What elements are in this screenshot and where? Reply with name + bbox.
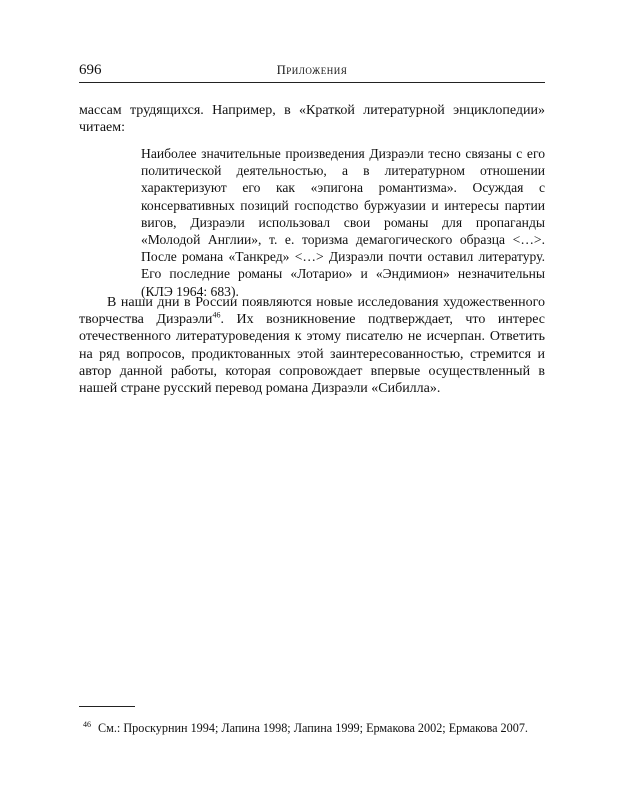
- paragraph-text-after-note: . Их возникновение подтверждает, что интерес отечественного литературоведения к этому писателю не исчерпан. Ответить на ряд вопросов, продиктованных этой заинтересованностью, стремится и автор данной работы, которая сопровождает впервые осуществленный в нашей стране русский перевод романа Дизраэли «Сибилла».: [79, 312, 545, 397]
- paragraph-text-before-note: В наши дни в России появляются новые исследования художественного творчества Дизраэли: [79, 295, 545, 328]
- body-paragraph-intro: массам трудящихся. Например, в «Краткой литературной энциклопедии» читаем:: [79, 103, 545, 136]
- page-header: [79, 60, 545, 83]
- body-paragraph-main: [79, 294, 545, 397]
- page-number: 696: [79, 62, 102, 78]
- block-quotation: Наиболее значительные произведения Дизраэли тесно связаны с его политической деятельностью, а в литературном отношении характеризуют его как «эпигона романтизма». Осуждая с консервативных позиций господство буржуазии и интересы партии вигов, Дизраэли использовал свои романы для пропаганды «Молодой Англии», т. е. торизма демагогического образца <…>. После романа «Танкред» <…> Дизраэли почти оставил литературу. Его последние романы «Лотарио» и «Эндимион» незначительны (КЛЭ 1964: 683).: [141, 146, 545, 299]
- footnote-reference[interactable]: 46: [212, 310, 221, 320]
- footnote-number: 46: [83, 719, 91, 729]
- footnote-text: См.: Проскурнин 1994; Лапина 1998; Лапина 1999; Ермакова 2002; Ермакова 2007.: [98, 721, 528, 735]
- footnote: [79, 721, 549, 736]
- footnote-divider: [79, 706, 135, 707]
- running-head: Приложения: [276, 63, 348, 77]
